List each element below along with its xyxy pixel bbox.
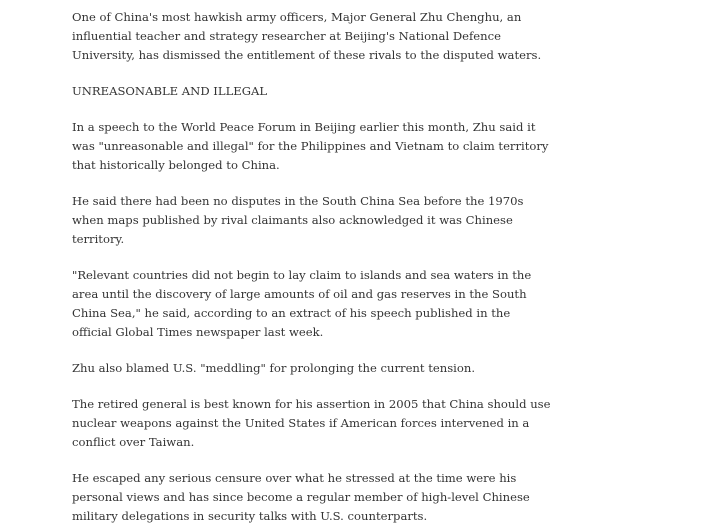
article-body	[72, 8, 552, 526]
paragraph-us-meddling: Zhu also blamed U.S. "meddling" for prolonging the current tension.	[72, 361, 476, 375]
paragraph-quote: "Relevant countries did not begin to lay claim to islands and sea waters in the area until the discovery of large amounts of oil and gas reserves in the South China Sea," he said, according to an extract of his speech published in the official Global Times newspaper last week.	[72, 268, 532, 339]
paragraph-censure: He escaped any serious censure over what he stressed at the time were his personal views and has since become a regular member of high-level Chinese military delegations in security talks with U.S. counterparts.	[72, 471, 530, 523]
subheading: UNREASONABLE AND ILLEGAL	[72, 84, 268, 98]
paragraph-nuclear-assertion: The retired general is best known for his assertion in 2005 that China should use nuclear weapons against the United States if American forces intervened in a conflict over Taiwan.	[72, 397, 551, 449]
paragraph-world-peace-forum: In a speech to the World Peace Forum in Beijing earlier this month, Zhu said it was "unreasonable and illegal" for the Philippines and Vietnam to claim territory that historically belonged to China.	[72, 120, 549, 172]
paragraph-intro: One of China's most hawkish army officers, Major General Zhu Chenghu, an influential teacher and strategy researcher at Beijing's National Defence University, has dismissed the entitlement of these rivals to the disputed waters.	[72, 10, 542, 62]
paragraph-no-disputes: He said there had been no disputes in the South China Sea before the 1970s when maps published by rival claimants also acknowledged it was Chinese territory.	[72, 194, 524, 246]
